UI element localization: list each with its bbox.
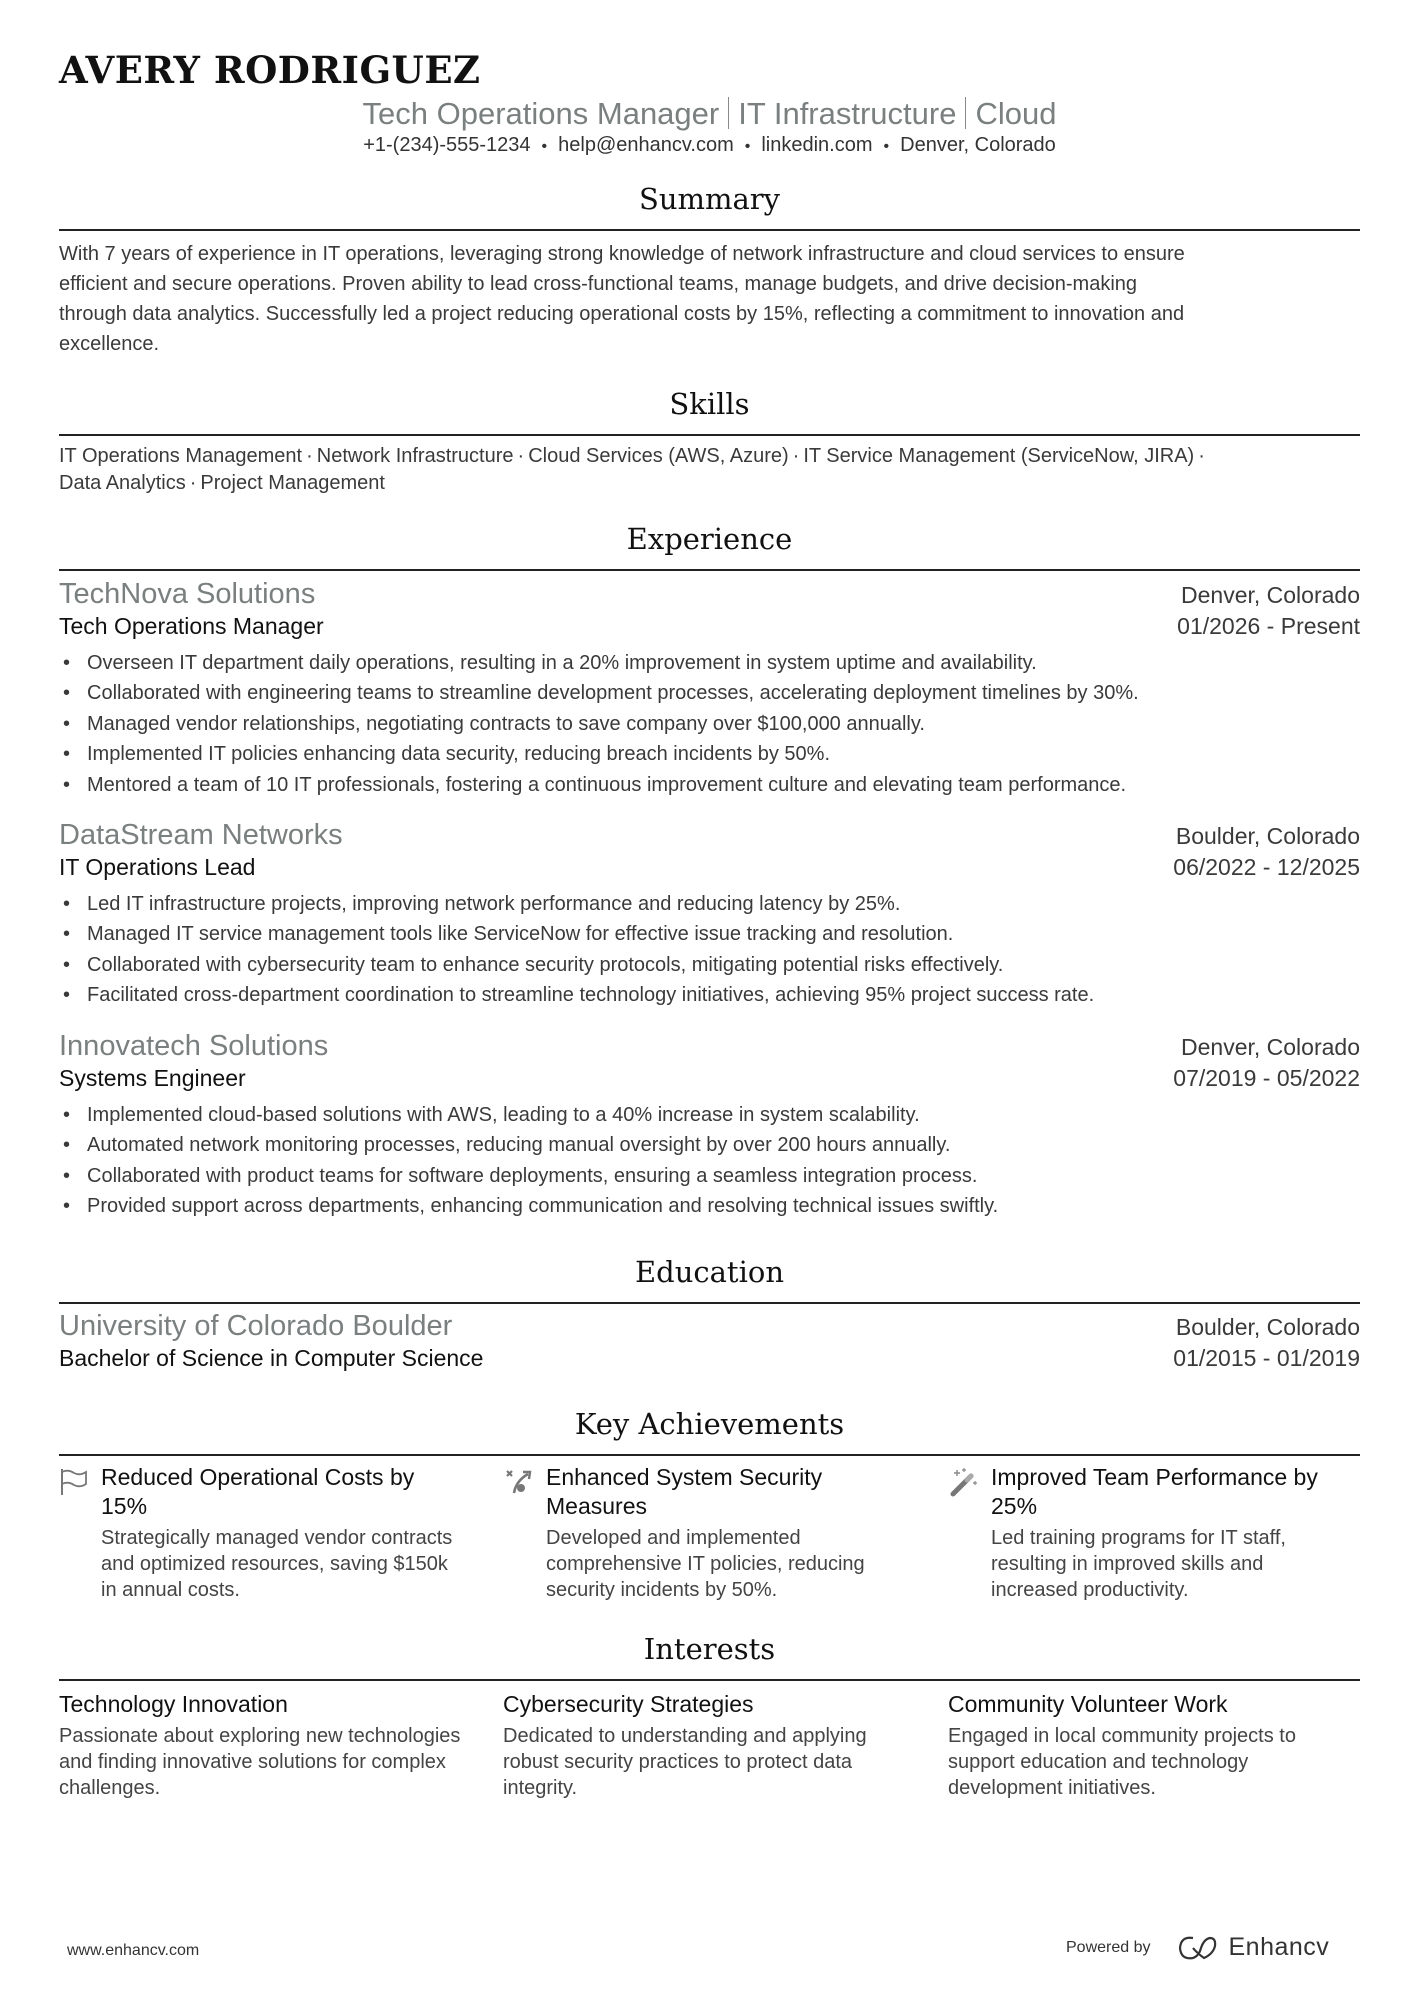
section-divider bbox=[59, 1454, 1360, 1456]
email-link[interactable]: help@enhancv.com bbox=[558, 134, 734, 156]
skill-item: IT Operations Management bbox=[59, 445, 303, 467]
summary-text bbox=[59, 239, 1360, 359]
achievement-title: Improved Team Performance by 25% bbox=[991, 1464, 1318, 1519]
degree: Bachelor of Science in Computer Science bbox=[59, 1345, 484, 1371]
section-title-interests: Interests bbox=[643, 1632, 776, 1666]
section-title-experience: Experience bbox=[626, 522, 793, 556]
achievement-desc: Developed and implemented comprehensive IT policies, reducing security incidents by 50%. bbox=[546, 1527, 865, 1601]
phone[interactable]: +1-(234)-555-1234 bbox=[363, 134, 531, 156]
interest-desc: Dedicated to understanding and applying robust security practices to protect data integrity. bbox=[503, 1725, 867, 1799]
achievement-title: Reduced Operational Costs by 15% bbox=[101, 1464, 415, 1519]
bullet-item: • Managed vendor relationships, negotiating contracts to save company over $100,000 annually. bbox=[59, 709, 1360, 739]
company-name: TechNova Solutions bbox=[59, 578, 316, 610]
skill-item: Data Analytics bbox=[59, 472, 186, 494]
job-title: Systems Engineer bbox=[59, 1065, 246, 1091]
skill-separator: · bbox=[189, 472, 197, 494]
bullet-item: • Collaborated with cybersecurity team to enhance security protocols, mitigating potential risks effectively. bbox=[59, 950, 1360, 980]
candidate-name: AVERY RODRIGUEZ bbox=[59, 48, 481, 92]
summary-line: efficient and secure operations. Proven ability to lead cross-functional teams, manage budgets, and drive decision-making bbox=[59, 273, 1138, 295]
headline-part: Tech Operations Manager bbox=[362, 96, 720, 131]
bullet-item: • Led IT infrastructure projects, improving network performance and reducing latency by 25%. bbox=[59, 889, 1360, 919]
job-location: Boulder, Colorado bbox=[1175, 823, 1360, 849]
interest-item bbox=[503, 1690, 908, 1801]
achievement-item bbox=[59, 1463, 464, 1603]
achievement-item bbox=[504, 1463, 909, 1603]
experience-entry bbox=[59, 819, 1360, 1011]
interest-desc: Engaged in local community projects to support education and technology development initiatives. bbox=[948, 1725, 1296, 1799]
flag-icon bbox=[59, 1467, 89, 1497]
school-location: Boulder, Colorado bbox=[1175, 1314, 1360, 1340]
company-name: Innovatech Solutions bbox=[59, 1030, 329, 1062]
bullet-item: • Implemented IT policies enhancing data security, reducing breach incidents by 50%. bbox=[59, 739, 1360, 769]
section-title-summary: Summary bbox=[638, 182, 781, 216]
summary-line: through data analytics. Successfully led a project reducing operational costs by 15%, reflecting a commitment to innovation and bbox=[59, 303, 1185, 325]
job-bullets bbox=[59, 1100, 1360, 1222]
contact-line bbox=[59, 134, 1360, 157]
interest-title: Community Volunteer Work bbox=[948, 1691, 1228, 1717]
bullet-item: • Facilitated cross-department coordination to streamline technology initiatives, achieving 95% project success rate. bbox=[59, 980, 1360, 1010]
magic-wand-icon bbox=[949, 1467, 979, 1497]
job-location: Denver, Colorado bbox=[1181, 1034, 1360, 1060]
contact-separator: • bbox=[883, 138, 890, 155]
strategy-path-icon bbox=[504, 1467, 534, 1497]
summary-line: excellence. bbox=[59, 333, 160, 355]
bullet-item: • Collaborated with engineering teams to streamline development processes, accelerating deployment timelines by 30%. bbox=[59, 678, 1360, 708]
education-entry bbox=[59, 1310, 1360, 1372]
interest-title: Cybersecurity Strategies bbox=[503, 1691, 754, 1717]
powered-by-label: Powered by bbox=[1066, 1938, 1151, 1956]
skill-item: Cloud Services (AWS, Azure) bbox=[528, 445, 789, 467]
location: Denver, Colorado bbox=[900, 134, 1056, 156]
headline-part: Cloud bbox=[975, 96, 1057, 131]
bullet-item: • Implemented cloud-based solutions with AWS, leading to a 40% increase in system scalability. bbox=[59, 1100, 1360, 1130]
skill-separator: · bbox=[306, 445, 313, 467]
interest-desc: Passionate about exploring new technologies and finding innovative solutions for complex challenges. bbox=[59, 1725, 461, 1799]
job-dates: 07/2019 - 05/2022 bbox=[1173, 1065, 1360, 1091]
company-name: DataStream Networks bbox=[59, 819, 343, 851]
summary-line: With 7 years of experience in IT operations, leveraging strong knowledge of network infrastructure and cloud services to ensure bbox=[59, 243, 1185, 265]
section-divider bbox=[59, 434, 1360, 436]
bullet-item: • Provided support across departments, enhancing communication and resolving technical issues swiftly. bbox=[59, 1191, 1360, 1221]
experience-entry bbox=[59, 578, 1360, 800]
skill-item: Network Infrastructure bbox=[316, 445, 514, 467]
job-location: Denver, Colorado bbox=[1181, 582, 1360, 608]
section-title-education: Education bbox=[634, 1255, 784, 1289]
section-divider bbox=[59, 569, 1360, 571]
skill-item: IT Service Management (ServiceNow, JIRA) bbox=[803, 445, 1195, 467]
headline-divider bbox=[728, 97, 729, 129]
contact-separator: • bbox=[541, 138, 548, 155]
skill-separator: · bbox=[1198, 445, 1205, 467]
bullet-item: • Mentored a team of 10 IT professionals, fostering a continuous improvement culture and elevating team performance. bbox=[59, 770, 1360, 800]
skill-separator: · bbox=[517, 445, 525, 467]
achievement-desc: Led training programs for IT staff, resulting in improved skills and increased productivity. bbox=[991, 1527, 1286, 1601]
achievement-item bbox=[949, 1463, 1354, 1603]
bullet-item: • Managed IT service management tools like ServiceNow for effective issue tracking and resolution. bbox=[59, 919, 1360, 949]
job-bullets bbox=[59, 648, 1360, 800]
job-bullets bbox=[59, 889, 1360, 1011]
section-divider bbox=[59, 1679, 1360, 1681]
interest-item bbox=[59, 1690, 464, 1801]
achievement-desc: Strategically managed vendor contracts and optimized resources, saving $150k in annual costs. bbox=[101, 1527, 453, 1601]
job-title: Tech Operations Manager bbox=[59, 613, 324, 639]
contact-separator: • bbox=[744, 138, 751, 155]
bullet-item: • Automated network monitoring processes, reducing manual oversight by over 200 hours annually. bbox=[59, 1130, 1360, 1160]
job-dates: 06/2022 - 12/2025 bbox=[1173, 854, 1360, 880]
footer-powered-by[interactable] bbox=[1066, 1933, 1329, 1962]
headline-part: IT Infrastructure bbox=[738, 96, 957, 131]
skill-item: Project Management bbox=[200, 472, 385, 494]
achievement-title: Enhanced System Security Measures bbox=[546, 1464, 823, 1519]
headline bbox=[59, 96, 1360, 132]
education-dates: 01/2015 - 01/2019 bbox=[1173, 1345, 1360, 1371]
headline-divider bbox=[965, 97, 966, 129]
job-dates: 01/2026 - Present bbox=[1177, 613, 1360, 639]
section-title-skills: Skills bbox=[669, 387, 750, 421]
interest-title: Technology Innovation bbox=[59, 1691, 288, 1717]
experience-entry bbox=[59, 1030, 1360, 1222]
footer-website-link[interactable]: www.enhancv.com bbox=[67, 1942, 200, 1959]
section-divider bbox=[59, 1302, 1360, 1304]
interest-item bbox=[948, 1690, 1353, 1801]
section-title-achievements: Key Achievements bbox=[574, 1407, 845, 1441]
job-title: IT Operations Lead bbox=[59, 854, 256, 880]
enhancv-brand: Enhancv bbox=[1228, 1933, 1330, 1961]
skills-list bbox=[59, 443, 1360, 497]
bullet-item: • Collaborated with product teams for software deployments, ensuring a seamless integration process. bbox=[59, 1161, 1360, 1191]
skill-separator: · bbox=[792, 445, 800, 467]
enhancv-logo-icon bbox=[1177, 1934, 1221, 1962]
bullet-item: • Overseen IT department daily operations, resulting in a 20% improvement in system uptime and availability. bbox=[59, 648, 1360, 678]
school-name: University of Colorado Boulder bbox=[59, 1310, 453, 1342]
linkedin-link[interactable]: linkedin.com bbox=[761, 134, 873, 156]
section-divider bbox=[59, 229, 1360, 231]
